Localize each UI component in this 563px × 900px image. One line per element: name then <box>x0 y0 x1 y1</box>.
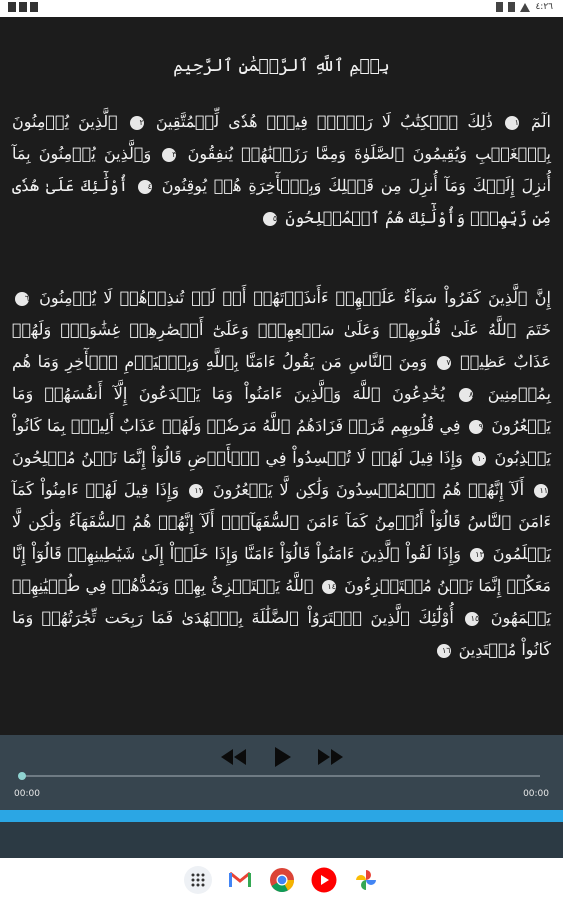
gmail-icon[interactable] <box>226 866 254 894</box>
ayah-text[interactable]: وَمِنَ ٱلنَّاسِ مَن يَقُولُ ءَامَنَّا بِٱللَّهِ وَبِٱلۡيَوۡمِ ٱلۡأٓخِرِ وَمَا هُم بِمُؤۡمِنِينَ <box>12 352 551 403</box>
progress-knob[interactable] <box>18 772 26 780</box>
ayah-number-marker: ١٦ <box>437 644 451 658</box>
play-icon <box>273 747 291 767</box>
rewind-button[interactable] <box>219 745 249 769</box>
fast-forward-icon <box>317 749 343 765</box>
ayah-number-marker: ٧ <box>437 356 451 370</box>
battery-saver-icon <box>496 2 503 12</box>
ayah-number-marker: ١٠ <box>472 452 486 466</box>
ayah-number-marker: ٩ <box>469 420 483 434</box>
wifi-icon <box>520 3 530 12</box>
ayah-text[interactable]: خَتَمَ ٱللَّهُ عَلَىٰ قُلُوبِهِمۡ وَعَلَىٰ سَمۡعِهِمۡۖ وَعَلَىٰٓ أَبۡصَٰرِهِمۡ غِشَٰوَةٞۖ وَلَهُمۡ عَذَابٌ عَظِيمٞ <box>12 320 551 371</box>
notification-icon <box>30 2 38 12</box>
ayah-paragraph <box>0 282 563 666</box>
play-button[interactable] <box>267 745 297 769</box>
ayah-text[interactable]: الٓمٓ <box>531 112 551 131</box>
player-controls <box>0 743 563 771</box>
bottom-panel <box>0 822 563 858</box>
ayah-number-marker: ١١ <box>534 484 548 498</box>
quran-reader[interactable] <box>0 17 563 735</box>
ayah-text[interactable]: أُوْلَٰٓئِكَ عَلَىٰ هُدٗى مِّن رَّبِّهِمۡۖ وَأُوْلَٰٓئِكَ هُمُ ٱلۡمُفۡلِحُونَ <box>12 176 551 227</box>
ayah-number-marker: ٣ <box>162 148 176 162</box>
total-time: 00:00 <box>523 789 549 799</box>
basmala: بِسۡمِ ٱللَّهِ ٱلرَّحۡمَٰنِ ٱلرَّحِيمِ <box>173 56 390 76</box>
ayah-text[interactable]: وَٱلَّذِينَ يُؤۡمِنُونَ بِمَآ أُنزِلَ إِلَيۡكَ وَمَآ أُنزِلَ مِن قَبۡلِكَ وَبِٱلۡأٓخِرَةِ هُمۡ يُوقِنُونَ <box>12 144 552 195</box>
notification-icon <box>8 2 16 12</box>
status-time: ٤:٢٦ <box>535 2 553 12</box>
apps-grid-icon[interactable] <box>184 866 212 894</box>
current-time: 00:00 <box>14 789 40 799</box>
ayah-number-marker: ٨ <box>459 388 473 402</box>
ayah-text[interactable]: أُوْلَٰٓئِكَ ٱلَّذِينَ ٱشۡتَرَوُاْ ٱلضَّلَٰلَةَ بِٱلۡهُدَىٰ فَمَا رَبِحَت تِّجَٰرَتُهُمۡ وَمَا كَانُواْ مُهۡتَدِينَ <box>12 608 551 659</box>
ayah-number-marker: ٦ <box>15 292 29 306</box>
ayah-number-marker: ٢ <box>130 116 144 130</box>
app-dock <box>0 858 563 900</box>
chrome-icon[interactable] <box>268 866 296 894</box>
ayah-text[interactable]: وَإِذَا لَقُواْ ٱلَّذِينَ ءَامَنُواْ قَالُوٓاْ ءَامَنَّا وَإِذَا خَلَوۡاْ إِلَىٰ شَيَٰطِينِهِمۡ قَالُوٓاْ إِنَّا مَعَكُمۡ إِنَّمَا نَحۡنُ مُسۡتَهۡزِءُونَ <box>12 544 551 595</box>
sim-icon <box>508 2 515 12</box>
ayah-number-marker: ١ <box>505 116 519 130</box>
ayah-number-marker: ٥ <box>263 212 277 226</box>
ayah-text[interactable]: ذَٰلِكَ ٱلۡكِتَٰبُ لَا رَيۡبَۛ فِيهِۛ هُدٗى لِّلۡمُتَّقِينَ <box>155 112 493 131</box>
ayah-text[interactable]: أَلَآ إِنَّهُمۡ هُمُ ٱلۡمُفۡسِدُونَ وَلَٰكِن لَّا يَشۡعُرُونَ <box>212 480 525 499</box>
ayah-text[interactable]: فِي قُلُوبِهِم مَّرَضٞ فَزَادَهُمُ ٱللَّهُ مَرَضٗاۖ وَلَهُمۡ عَذَابٌ أَلِيمُۢ بِمَا كَانُواْ يَكۡذِبُونَ <box>12 416 551 467</box>
ayah-number-marker: ١٣ <box>470 548 484 562</box>
notification-icons <box>8 2 38 12</box>
accent-bar <box>0 810 563 822</box>
rewind-icon <box>221 749 247 765</box>
audio-player <box>0 735 563 810</box>
fast-forward-button[interactable] <box>315 745 345 769</box>
ayah-number-marker: ١٢ <box>189 484 203 498</box>
ayah-paragraph <box>0 106 563 234</box>
ayah-text[interactable]: ٱللَّهُ يَسۡتَهۡزِئُ بِهِمۡ وَيَمُدُّهُمۡ فِي طُغۡيَٰنِهِمۡ يَعۡمَهُونَ <box>12 576 551 627</box>
ayah-text[interactable]: يُخَٰدِعُونَ ٱللَّهَ وَٱلَّذِينَ ءَامَنُواْ وَمَا يَخۡدَعُونَ إِلَّآ أَنفُسَهُمۡ وَمَا يَشۡعُرُونَ <box>12 384 552 435</box>
ayah-text[interactable]: وَإِذَا قِيلَ لَهُمۡ لَا تُفۡسِدُواْ فِي ٱلۡأَرۡضِ قَالُوٓاْ إِنَّمَا نَحۡنُ مُصۡلِحُونَ <box>12 448 463 467</box>
system-icons <box>496 2 553 12</box>
ayah-number-marker: ١٤ <box>322 580 336 594</box>
ayah-text[interactable]: إِنَّ ٱلَّذِينَ كَفَرُواْ سَوَآءٌ عَلَيۡهِمۡ ءَأَنذَرۡتَهُمۡ أَمۡ لَمۡ تُنذِرۡهُمۡ لَا يُؤۡمِنُونَ <box>39 288 551 307</box>
ayah-number-marker: ١٥ <box>465 612 479 626</box>
ayah-text[interactable]: ٱلَّذِينَ يُؤۡمِنُونَ بِٱلۡغَيۡبِ وَيُقِيمُونَ ٱلصَّلَوٰةَ وَمِمَّا رَزَقۡنَٰهُمۡ يُنفِقُونَ <box>12 112 552 163</box>
ayah-number-marker: ٤ <box>138 180 152 194</box>
progress-track[interactable] <box>22 775 540 777</box>
photos-icon[interactable] <box>352 866 380 894</box>
status-bar <box>0 0 563 17</box>
notification-icon <box>19 2 27 12</box>
youtube-icon[interactable] <box>310 866 338 894</box>
ayah-text[interactable]: وَإِذَا قِيلَ لَهُمۡ ءَامِنُواْ كَمَآ ءَامَنَ ٱلنَّاسُ قَالُوٓاْ أَنُؤۡمِنُ كَمَآ ءَامَنَ ٱلسُّفَهَآءُۗ أَلَآ إِنَّهُمۡ هُمُ ٱلسُّفَهَآءُ وَلَٰكِن لَّا يَعۡلَمُونَ <box>12 480 551 563</box>
